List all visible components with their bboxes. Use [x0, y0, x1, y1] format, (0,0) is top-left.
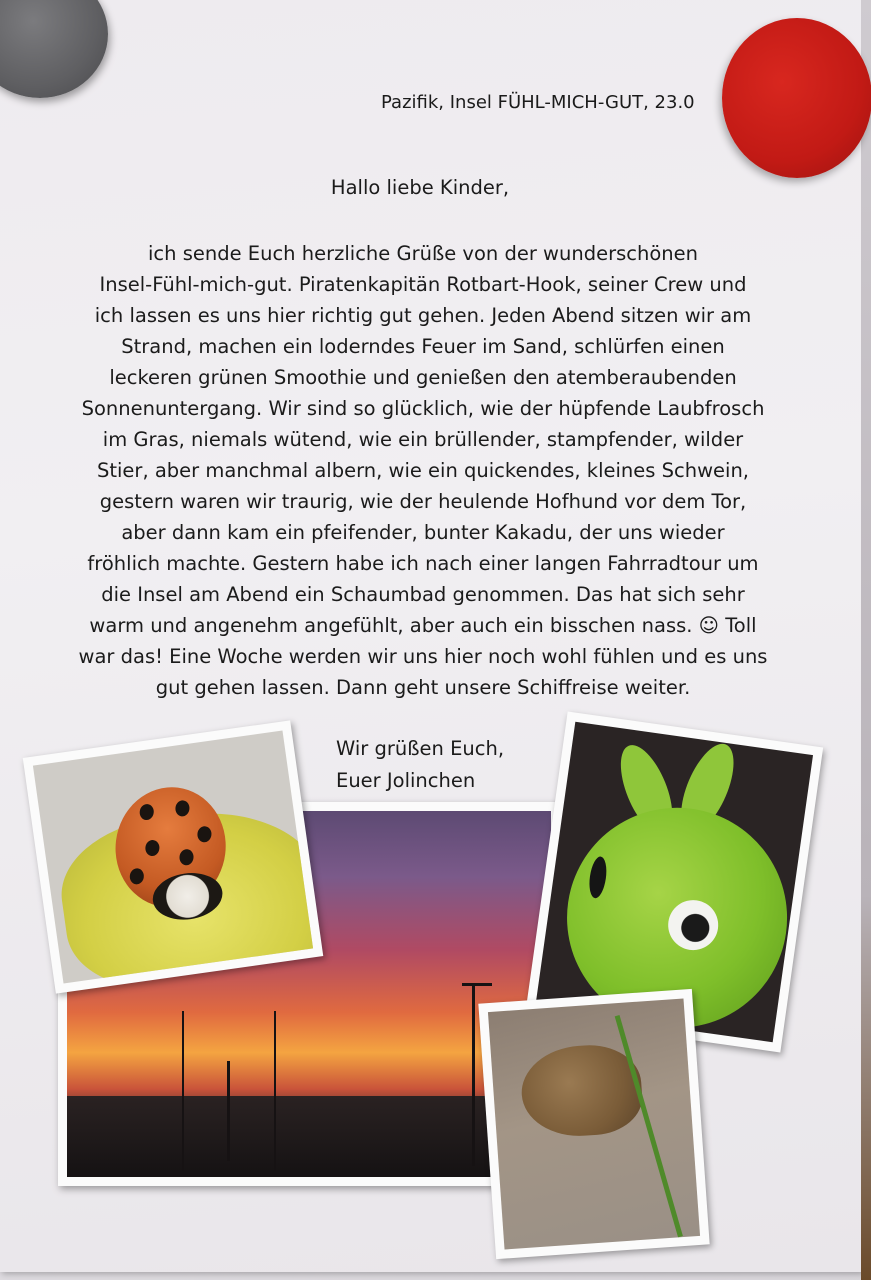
- light-pole: [274, 1011, 276, 1171]
- body-line: die Insel am Abend ein Schaumbad genommen. Das hat sich sehr: [101, 583, 745, 606]
- toad-image: [488, 998, 700, 1249]
- signature: Euer Jolinchen: [336, 769, 476, 792]
- plant-stem: [615, 1015, 683, 1237]
- ladybug-photo: [23, 720, 323, 993]
- body-line: ich lassen es uns hier richtig gut gehen. Jeden Abend sitzen wir am: [94, 304, 752, 327]
- body-line: war das! Eine Woche werden wir uns hier noch wohl fühlen und es uns: [78, 645, 768, 668]
- body-line: Insel-Fühl-mich-gut. Piratenkapitän Rotbart-Hook, seiner Crew und: [99, 273, 747, 296]
- body-line: fröhlich machte. Gestern habe ich nach einer langen Fahrradtour um: [87, 552, 759, 575]
- body-line: leckeren grünen Smoothie und genießen den atemberaubenden: [109, 366, 737, 389]
- letter-header: Pazifik, Insel FÜHL-MICH-GUT, 23.0: [381, 92, 695, 113]
- toad-photo: [478, 989, 709, 1259]
- body-line: warm und angenehm angefühlt, aber auch ein bisschen nass. ☺ Toll: [89, 614, 757, 637]
- body-line: Stier, aber manchmal albern, wie ein quickendes, kleines Schwein,: [96, 459, 750, 482]
- traffic-light: [227, 1061, 230, 1161]
- body-line: im Gras, niemals wütend, wie ein brüllender, stampfender, wilder: [102, 428, 744, 451]
- street-silhouette: [67, 1096, 551, 1177]
- body-line: aber dann kam ein pfeifender, bunter Kakadu, der uns wieder: [121, 521, 725, 544]
- letter-closing: [336, 733, 504, 797]
- letter-greeting: Hallo liebe Kinder,: [330, 176, 510, 199]
- body-line: ich sende Euch herzliche Grüße von der wunderschönen: [148, 242, 698, 265]
- closing-line: Wir grüßen Euch,: [336, 737, 505, 760]
- body-line: Sonnenuntergang. Wir sind so glücklich, wie der hüpfende Laubfrosch: [81, 397, 765, 420]
- body-line: Strand, machen ein loderndes Feuer im Sand, schlürfen einen: [121, 335, 725, 358]
- light-pole: [182, 1011, 184, 1171]
- letter-body: [0, 238, 846, 703]
- body-line: gestern waren wir traurig, wie der heulende Hofhund vor dem Tor,: [99, 490, 747, 513]
- street-lamp: [472, 986, 475, 1166]
- ladybug-image: [33, 731, 313, 984]
- red-magnet: [722, 18, 871, 178]
- street-lamp-arm: [462, 983, 492, 986]
- paper-edge: [861, 0, 871, 1280]
- body-line: gut gehen lassen. Dann geht unsere Schiffreise weiter.: [155, 676, 691, 699]
